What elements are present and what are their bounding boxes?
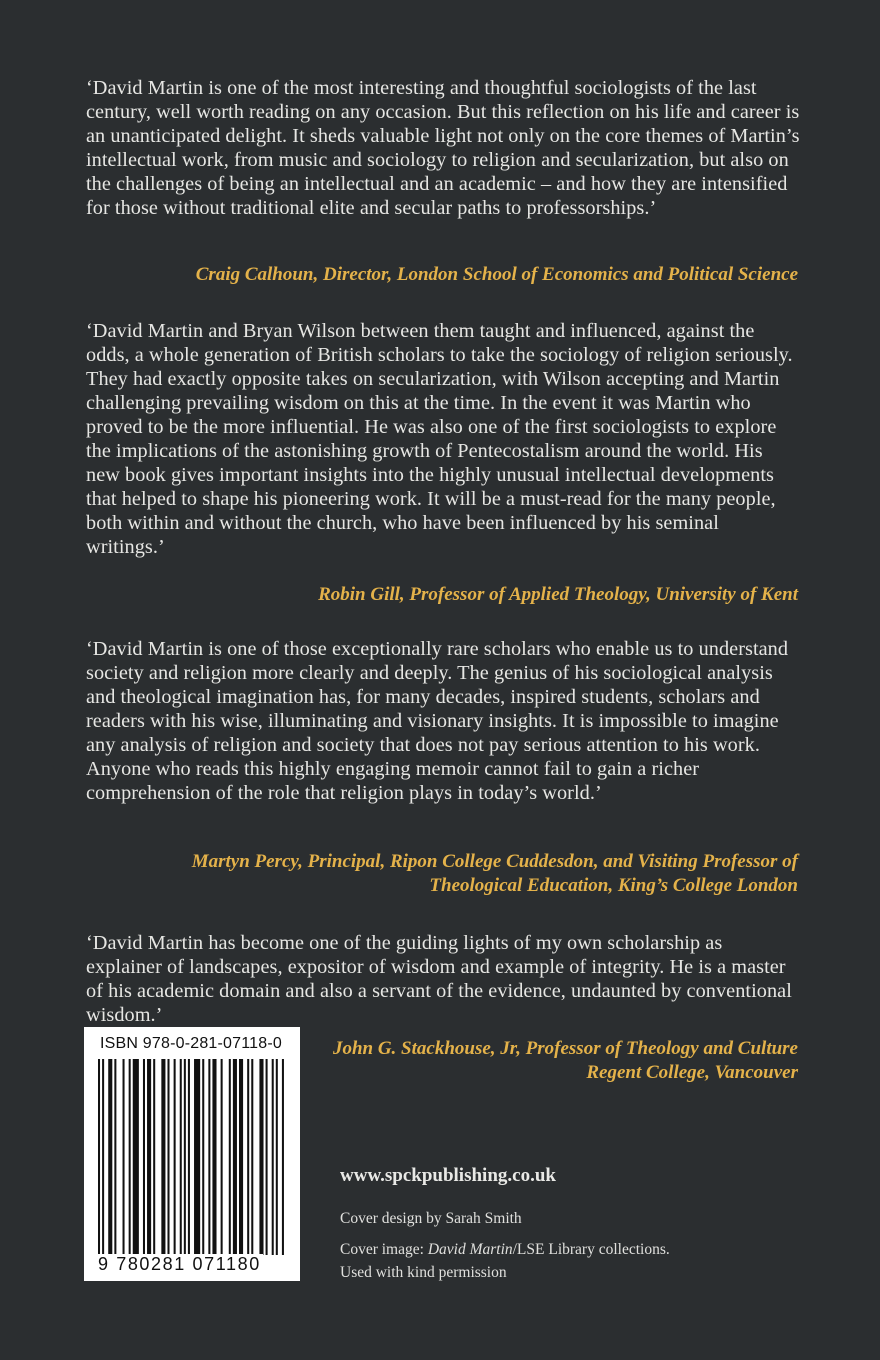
- attribution-line: Regent College, Vancouver: [586, 1062, 798, 1083]
- barcode-bars: [98, 1059, 286, 1255]
- barcode-bar: [202, 1059, 204, 1255]
- attribution-line: Craig Calhoun, Director, London School of Economics and Political Science: [195, 264, 798, 285]
- attribution-line: John G. Stackhouse, Jr, Professor of Theology and Culture: [332, 1038, 798, 1059]
- barcode-bar: [266, 1059, 268, 1255]
- barcode-bar: [194, 1059, 200, 1255]
- barcode-bar: [239, 1059, 243, 1255]
- barcode-bar: [98, 1059, 100, 1255]
- barcode-bar: [212, 1059, 216, 1255]
- barcode-bar: [276, 1059, 278, 1255]
- cover-image-credit: [340, 1239, 670, 1261]
- barcode-bar: [233, 1059, 237, 1255]
- barcode-bar: [251, 1059, 253, 1255]
- quote-calhoun: ‘David Martin is one of the most interesting and thoughtful sociologists of the last century, well worth reading on any occasion. But this reflection on his life and career is an unanticipated delight. It sheds valuable light not only on the core themes of Martin’s intellectual work, from music and sociology to religion and secularization, but also on the challenges of being an intellectual and an academic – and how they are intensified for those without traditional elite and secular paths to professorships.’: [86, 77, 800, 219]
- barcode-bar: [259, 1059, 263, 1255]
- barcode-bar: [123, 1059, 125, 1255]
- publisher-website[interactable]: www.spckpublishing.co.uk: [340, 1165, 556, 1186]
- barcode-bar: [247, 1059, 249, 1255]
- barcode-bar: [114, 1059, 116, 1255]
- barcode-bar: [102, 1059, 104, 1255]
- attribution-stackhouse: [333, 1037, 798, 1085]
- permission-credit: Used with kind permission: [340, 1264, 507, 1281]
- ean-digits: 9 780281 071180: [98, 1254, 261, 1274]
- quote-percy: ‘David Martin is one of those exceptionally rare scholars who enable us to understand society and religion more clearly and deeply. The genius of his sociological analysis and theological imagination has, for many decades, inspired students, scholars and readers with his wise, illuminating and visionary insights. It is impossible to imagine any analysis of religion and society that does not pay serious attention to his work. Anyone who reads this highly engaging memoir cannot fail to gain a richer comprehension of the role that religion plays in today’s world.’: [86, 638, 789, 804]
- barcode-bar: [133, 1059, 139, 1255]
- attribution-gill: [318, 583, 798, 607]
- barcode-bar: [161, 1059, 165, 1255]
- quote-gill: ‘David Martin and Bryan Wilson between them taught and influenced, against the odds, a whole generation of British scholars to take the sociology of religion seriously. They had exactly opposite takes on secularization, with Wilson accepting and Martin challenging prevailing wisdom on this at the time. In the event it was Martin who proved to be the more influential. He was also one of the first sociologists to explore the implications of the astonishing growth of Pentecostalism around the world. His new book gives important insights into the highly unusual intellectual developments that helped to shape his pioneering work. It will be a must-read for the many people, both within and without the church, who have been influenced by his seminal writings.’: [86, 320, 793, 558]
- cover-design-credit: Cover design by Sarah Smith: [340, 1210, 522, 1227]
- barcode-bar: [180, 1059, 182, 1255]
- barcode-bar: [147, 1059, 151, 1255]
- isbn-barcode: [84, 1027, 300, 1281]
- barcode-bar: [167, 1059, 169, 1255]
- barcode-bar: [129, 1059, 131, 1255]
- credit-italic: David Martin: [427, 1241, 513, 1258]
- barcode-bar: [221, 1059, 223, 1255]
- credit-suffix: /LSE Library collections.: [512, 1241, 670, 1258]
- credit-prefix: Cover image:: [340, 1241, 428, 1258]
- barcode-bar: [272, 1059, 274, 1255]
- attribution-line: Robin Gill, Professor of Applied Theology, University of Kent: [318, 584, 798, 605]
- barcode-bar: [208, 1059, 210, 1255]
- quote-stackhouse: ‘David Martin has become one of the guiding lights of my own scholarship as explainer of landscapes, expositor of wisdom and example of integrity. He is a master of his academic domain and also a servant of the evidence, undaunted by conventional wisdom.’: [86, 932, 792, 1026]
- attribution-line: Martyn Percy, Principal, Ripon College Cuddesdon, and Visiting Professor of: [191, 851, 798, 872]
- barcode-bar: [229, 1059, 231, 1255]
- attribution-percy: [192, 850, 798, 898]
- attribution-line: Theological Education, King’s College London: [429, 875, 798, 896]
- barcode-bar: [282, 1059, 284, 1255]
- isbn-label: ISBN 978-0-281-07118-0: [100, 1035, 282, 1052]
- barcode-bar: [174, 1059, 176, 1255]
- barcode-bar: [184, 1059, 186, 1255]
- barcode-bar: [153, 1059, 155, 1255]
- barcode-bar: [188, 1059, 190, 1255]
- barcode-bar: [108, 1059, 112, 1255]
- attribution-calhoun: [196, 263, 798, 287]
- barcode-bar: [143, 1059, 145, 1255]
